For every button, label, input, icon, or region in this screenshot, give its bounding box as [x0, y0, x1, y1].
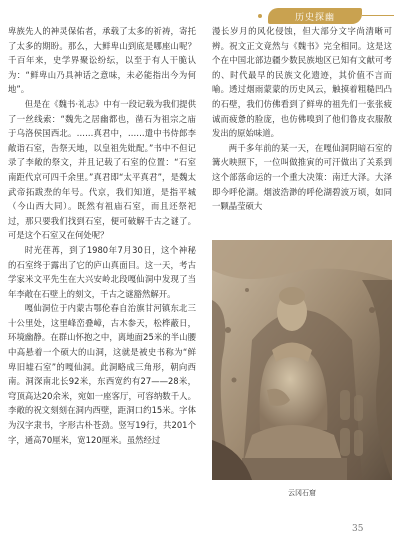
paragraph: 两千多年前的某一天，在嘎仙洞阴暗石室的篝火映照下，一位叫做推寅的可汗做出了关系到这个部落命运的一个重大决策：南迁大泽。大泽即今呼伦湖。烟波浩渺的呼伦湖碧波万顷，如同一颗晶莹硕大 — [212, 142, 392, 212]
paragraph: 时光荏苒，到了1980年7月30日，这个神秘的石室终于露出了它的庐山真面目。这一天，考古学家米文平先生在大兴安岭北段嘎仙洞中发现了当年李敞在石壁上的刻文，千古之谜豁然解开。 — [8, 244, 196, 299]
left-text-column — [8, 24, 196, 447]
paragraph: 卑族先人的神灵保佑者，承载了太多的祈祷，寄托了太多的期盼。那么，大鲜卑山到底是哪座山呢？千百年来，史学界聚讼纷纭，以至于有人干脆认为：“鲜卑山乃具神话之意味，未必能指出今为何地”。 — [8, 26, 196, 95]
section-title: 历史探幽 — [294, 13, 335, 23]
paragraph: 漫长岁月的风化侵蚀，但大部分文字尚清晰可辨。祝文正文竟然与《魏书》完全相同。这是这个在中国北部边疆少数民族地区已知有文献可考的、时代最早的民族文化遗迹，其价值不言而喻。透过烟雨蒙蒙的历史风云，触摸着粗糙凹凸的石壁，我们仿佛看到了鲜卑的祖先们一张张疲诚而疲惫的脸庞，也仿佛嗅到了他们鲁皮衣服散发出的原始味道。 — [212, 26, 392, 139]
section-banner — [268, 8, 362, 24]
right-text-column — [212, 24, 392, 214]
yungang-grottoes-photo — [212, 240, 392, 480]
paragraph: 嘎仙洞位于内蒙古鄂伦春自治旗甘河镇东北三十公里处，这里峰峦叠嶂，古木参天，松桦蔽日，环境幽静。在群山怀抱之中，离地面25米的半山腰中高悬着一个硕大的山洞，这就是被史书称为“鲜卑旧墟石室”的嘎仙洞。此洞略成三角形，朝向西南。洞深南北长92米，东西宽约有27——28米，穹顶高达20余米，宛如一座客厅，可容纳数千人。李敞的祝文刻刻在洞内西壁，距洞口约15米。字体为汉字隶书，字形古朴苍劲。竖写19行，共201个字，通高70厘米，宽120厘米。虽然经过 — [8, 303, 196, 445]
banner-ornament — [258, 14, 262, 18]
banner-divider — [362, 15, 394, 16]
page-number: 35 — [352, 524, 364, 534]
figure-caption: 云冈石窟 — [288, 489, 316, 497]
buddha-statue-image — [212, 240, 392, 480]
paragraph: 但是在《魏书·礼志》中有一段记载为我们提供了一丝线索：“魏先之居幽都也，凿石为祖宗之庙于乌洛侯国西北。……真君中，……遣中书侍郎李敞诣石室，告祭天地，以皇祖先妣配。”书中不但记录了李敞的祭文，并且记载了石室的位置：“石室南距代京可四千余里。”真君即“太平真君”，是魏太武帝拓跋焘的年号。代京，我们知道，是指平城（今山西大同）。既然有祖庙石室，而且还祭祀过，那只要我们找到石室，便可破解千古之谜了。可是这个石室又在何处呢？ — [8, 98, 196, 241]
